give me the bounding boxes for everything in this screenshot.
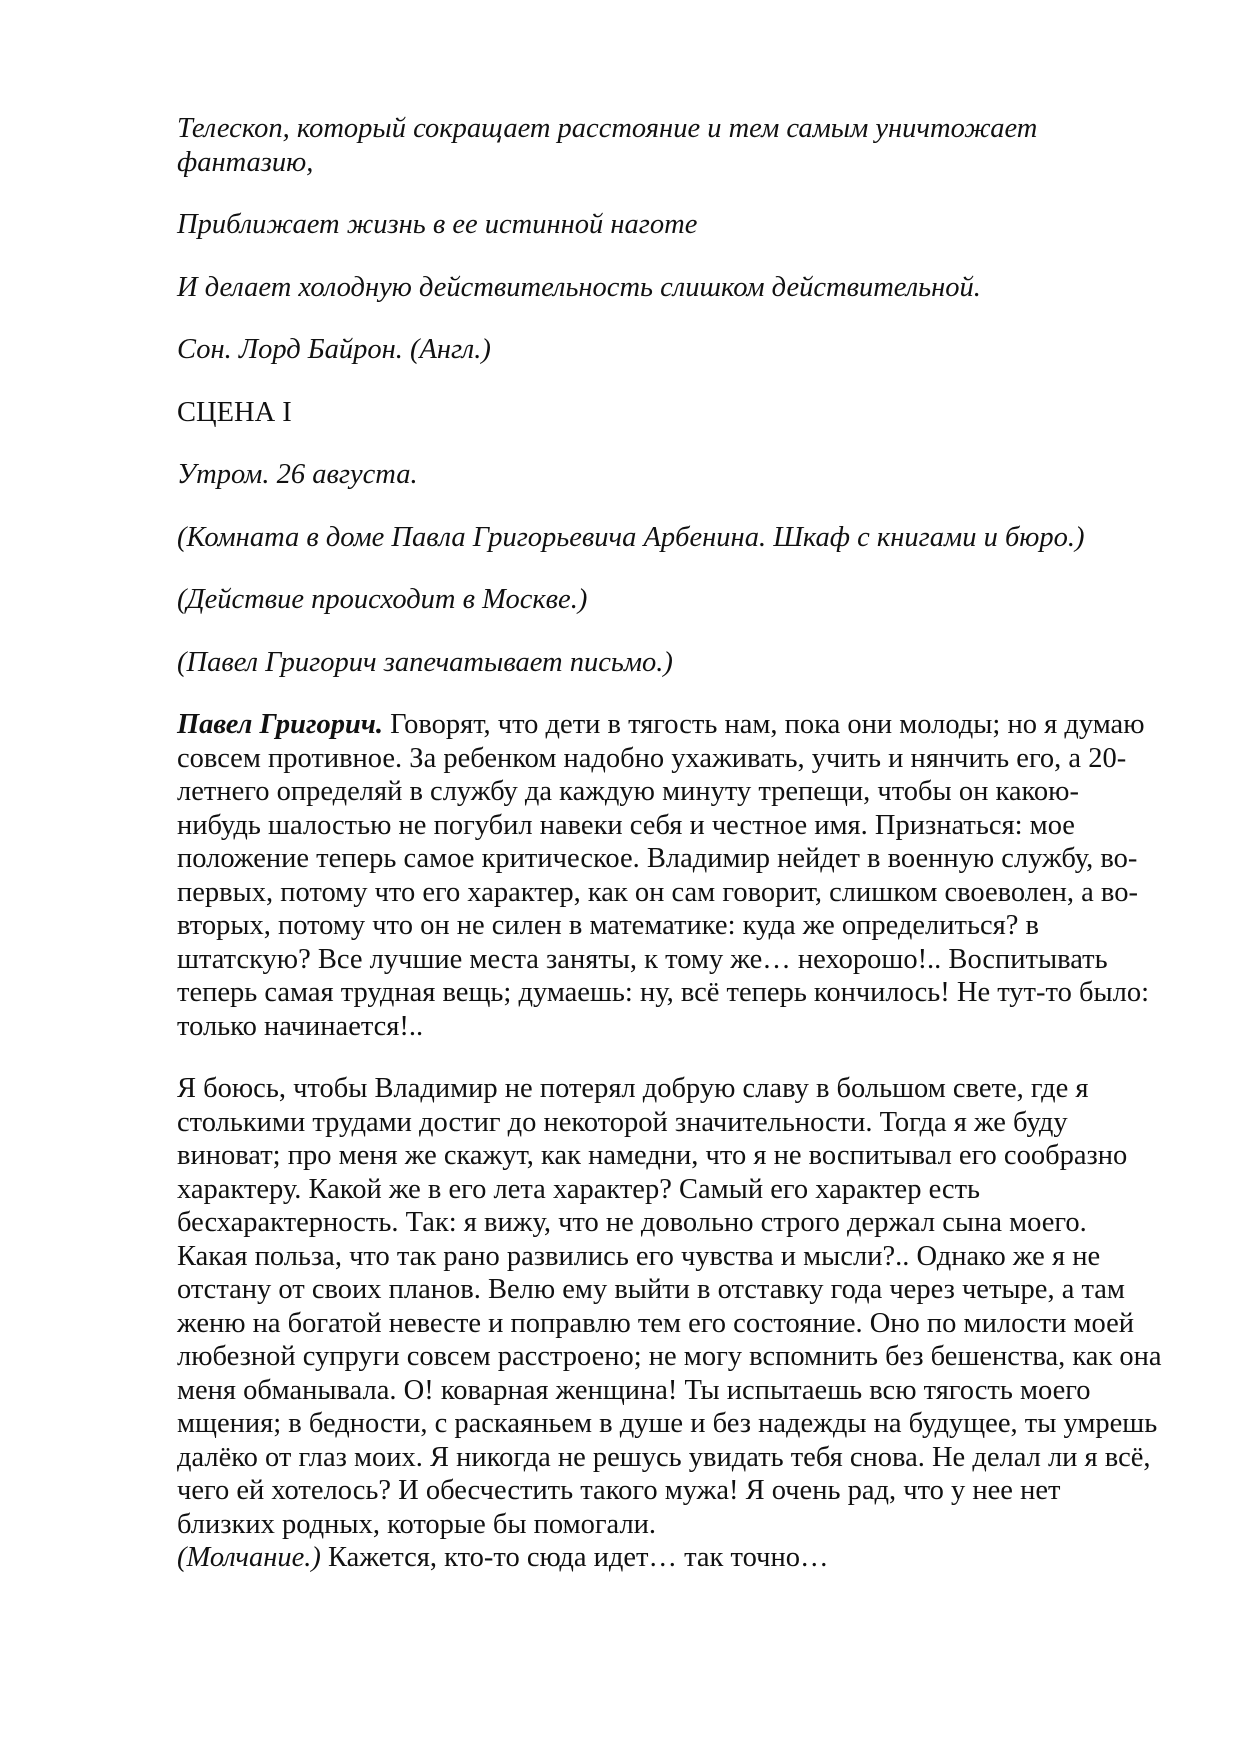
speech-paragraph-1-text: Говорят, что дети в тягость нам, пока они молоды; но я думаю совсем противное. За ребенком надобно ухаживать, учить и нянчить его, а 20-летнего определяй в службу да каждую минуту трепещи, чтобы он какою-нибудь шалостью не погубил навеки себя и честное имя. Признаться: мое положение теперь самое критическое. Владимир нейдет в военную службу, во-первых, потому что его характер, как он сам говорит, слишком своеволен, а во-вторых, потому что он не силен в математике: куда же определиться? в штатскую? Все лучшие места заняты, к тому же… нехорошо!.. Воспитывать теперь самая трудная вещь; думаешь: ну, всё теперь кончилось! Не тут-то было: только начинается!.. — [177, 709, 1149, 1042]
stage-direction-silence: (Молчание.) — [177, 1542, 321, 1573]
speaker-name: Павел Григорич. — [177, 709, 383, 740]
scene-heading: СЦЕНА I — [177, 396, 292, 428]
speech-paragraph-1 — [177, 708, 1162, 1043]
epigraph-line-2: Приближает жизнь в ее истинной наготе — [177, 209, 698, 240]
speech-paragraph-2-text: Я боюсь, чтобы Владимир не потерял добрую славу в большом свете, где я столькими трудами достиг до некоторой значительности. Тогда я же буду виноват; про меня же скажут, как намедни, что я не воспитывал его сообразно характеру. Какой же в его лета характер? Самый его характер есть бесхарактерность. Так: я вижу, что не довольно строго держал сына моего. Какая польза, что так рано развились его чувства и мысли?.. Однако же я не отстану от своих планов. Велю ему выйти в отставку года через четыре, а там женю на богатой невесте и поправлю тем его состояние. Оно по милости моей любезной супруги совсем расстроено; не могу вспомнить без бешенства, как она меня обманывала. О! коварная женщина! Ты испытаешь всю тягость моего мщения; в бедности, с раскаяньем в душе и без надежды на будущее, ты умрешь далёко от глаз моих. Я никогда не решусь увидать тебя снова. Не делал ли я всё, чего ей хотелось? И обесчестить такого мужа! Я очень рад, что у нее нет близких родных, которые бы помогали. — [177, 1073, 1162, 1540]
document-page — [177, 112, 1162, 1575]
epigraph-line-1: Телескоп, который сокращает расстояние и тем самым уничтожает фантазию, — [177, 113, 1038, 178]
scene-time: Утром. 26 августа. — [177, 459, 418, 490]
scene-room-description: (Комната в доме Павла Григорьевича Арбенина. Шкаф с книгами и бюро.) — [177, 521, 1085, 553]
scene-place: (Действие происходит в Москве.) — [177, 584, 588, 615]
scene-action: (Павел Григорич запечатывает письмо.) — [177, 646, 673, 678]
epigraph-line-3: И делает холодную действительность слишком действительной. — [177, 271, 981, 303]
epigraph-source: Сон. Лорд Байрон. (Англ.) — [177, 334, 491, 365]
speech-paragraph-2 — [177, 1072, 1162, 1575]
speech-closing: Кажется, кто-то сюда идет… так точно… — [328, 1542, 829, 1573]
